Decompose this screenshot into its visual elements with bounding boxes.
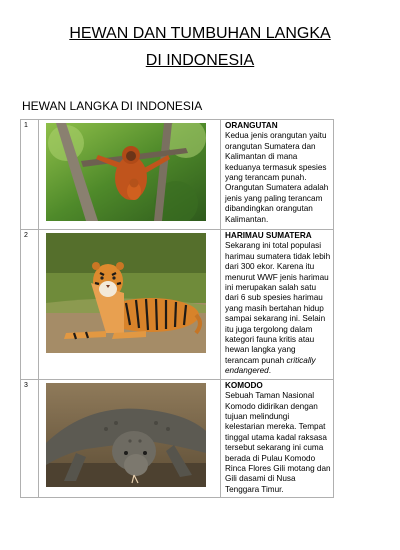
orangutan-photo — [46, 123, 206, 221]
animal-description: Sebuah Taman Nasional Komodo didirikan dengan tujuan melindungi kelestarian mereka. Tempat tinggal utama kadal raksasa tersebut sekarang ini cuma berada di Pulau Komodo Rinca Flores Gili motang dan Gili dasami di Nusa Tenggara Timur. — [225, 391, 331, 494]
row-number: 3 — [21, 379, 39, 497]
animal-description: Sekarang ini total populasi harimau sumatera tidak lebih dari 300 ekor. Karena itu menurut WWF jenis harimau ini merupakan salah satu dari 6 sub spesies harimau yang masih bertahan hidup sampai sekarang ini. Selain itu juga tergolong dalam kategori fauna kritis atau hewan langka yang terancam punah — [225, 241, 331, 365]
section-heading: HEWAN LANGKA DI INDONESIA — [22, 99, 203, 113]
animal-name: ORANGUTAN — [225, 121, 278, 130]
table-row — [21, 230, 334, 380]
page-title-line-2: DI INDONESIA — [145, 52, 255, 69]
animal-description-end: . — [268, 366, 271, 376]
animal-name: KOMODO — [225, 380, 263, 390]
animal-name: HARIMAU SUMATERA — [225, 231, 312, 240]
animal-description-italic: critically endangered — [225, 355, 316, 376]
row-number: 1 — [21, 120, 39, 230]
table-row — [21, 120, 334, 230]
row-number: 2 — [21, 230, 39, 380]
table-row — [21, 379, 334, 497]
animal-description: Kedua jenis orangutan yaitu orangutan Sumatera dan Kalimantan di mana keduanya termasuk spesies yang terancam punah. Orangutan Sumatera adalah jenis yang paling terancam dibandingkan orangutan Kalimantan. — [225, 131, 329, 224]
komodo-photo — [46, 383, 206, 487]
animal-table — [20, 119, 334, 498]
page-title-line-1: HEWAN DAN TUMBUHAN LANGKA — [69, 25, 331, 42]
tiger-photo — [46, 233, 206, 353]
